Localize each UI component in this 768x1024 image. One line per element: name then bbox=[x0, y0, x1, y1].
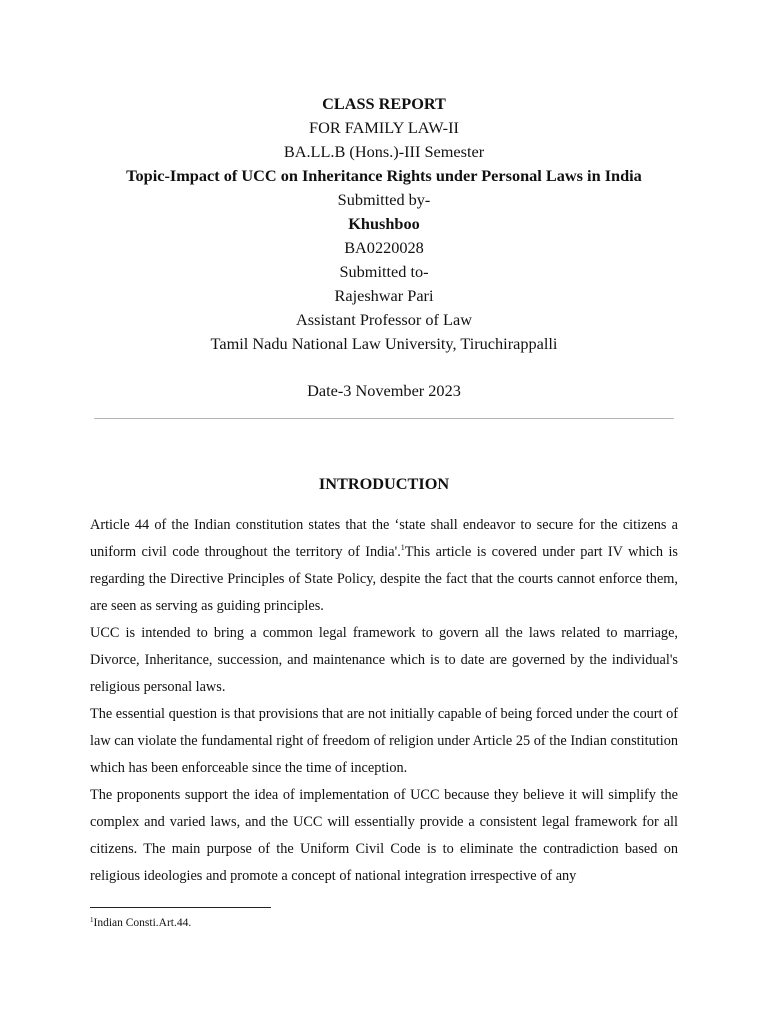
paragraph-3: The essential question is that provisions that are not initially capable of being forced under the court of law can violate the fundamental right of freedom of religion under Article 25 of the Indian constitution which has been enforceable since the time of inception. bbox=[90, 706, 678, 776]
student-id: BA0220028 bbox=[344, 238, 424, 257]
student-name: Khushboo bbox=[348, 214, 420, 233]
report-date: Date-3 November 2023 bbox=[307, 381, 461, 400]
footnote bbox=[90, 915, 191, 931]
footnote-text: Indian Consti.Art.44. bbox=[93, 917, 192, 929]
professor-name: Rajeshwar Pari bbox=[334, 286, 434, 305]
paragraph-1-text-b: This article is covered under part IV which is regarding the Directive Principles of State Policy, despite the fact that the courts cannot enforce them, are seen as serving as guiding principles. bbox=[90, 544, 679, 614]
submitted-to-label: Submitted to- bbox=[339, 262, 429, 281]
report-subject: FOR FAMILY LAW-II bbox=[309, 118, 459, 137]
university-name: Tamil Nadu National Law University, Tiruchirappalli bbox=[210, 334, 558, 353]
footnote-number: 1 bbox=[90, 916, 94, 924]
title-block bbox=[0, 92, 768, 356]
report-topic: Topic-Impact of UCC on Inheritance Rights under Personal Laws in India bbox=[126, 166, 642, 185]
paragraph-1 bbox=[90, 512, 678, 620]
footnote-reference: 1 bbox=[400, 543, 405, 552]
section-heading: INTRODUCTION bbox=[318, 474, 450, 493]
report-semester: BA.LL.B (Hons.)-III Semester bbox=[283, 142, 485, 161]
submitted-by-label: Submitted by- bbox=[337, 190, 431, 209]
introduction-body bbox=[90, 512, 678, 890]
horizontal-divider bbox=[94, 418, 674, 419]
paragraph-4: The proponents support the idea of implementation of UCC because they believe it will simplify the complex and varied laws, and the UCC will essentially provide a consistent legal framework for all citizens. The main purpose of the Uniform Civil Code is to eliminate the contradiction based on religious ideologies and promote a concept of national integration irrespective of any bbox=[90, 787, 678, 884]
footnote-divider bbox=[90, 907, 271, 908]
paragraph-1-text-a: Article 44 of the Indian constitution states that the ‘state shall endeavor to secure for the citizens a uniform civil code throughout the territory of India'. bbox=[90, 517, 678, 560]
professor-title: Assistant Professor of Law bbox=[296, 310, 472, 329]
paragraph-2: UCC is intended to bring a common legal framework to govern all the laws related to marriage, Divorce, Inheritance, succession, and maintenance which is to date are governed by the individual's religious personal laws. bbox=[90, 625, 678, 695]
report-title: CLASS REPORT bbox=[322, 94, 446, 113]
